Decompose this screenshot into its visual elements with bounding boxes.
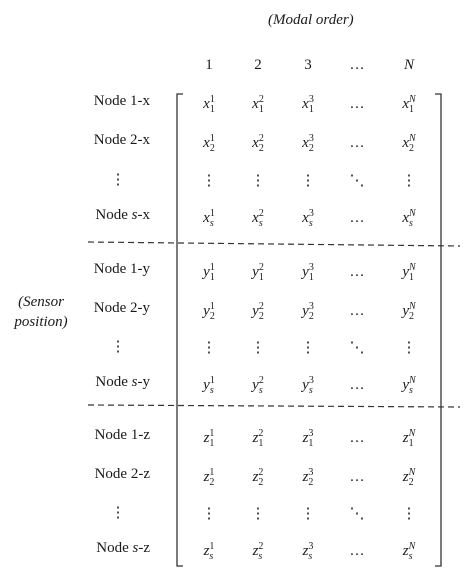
- cell-y-3-5: ⋮: [401, 340, 417, 356]
- cell-mode-index: 2: [258, 93, 264, 105]
- cell-node-index: 2: [258, 476, 264, 488]
- row-label-prefix: Node 1-: [93, 261, 143, 277]
- cell-variable: z: [252, 543, 259, 559]
- cell-mode-index: N: [409, 300, 416, 312]
- cell-node-index: 1: [258, 437, 264, 449]
- cell-node-index: 2: [209, 310, 215, 322]
- cell-x-4-4: …: [349, 210, 365, 226]
- row-label-suffix: -x: [137, 207, 150, 223]
- cell-node-index: 1: [209, 103, 215, 115]
- cell-node-index: 1: [258, 103, 264, 115]
- cell-y-2-4: …: [349, 303, 365, 319]
- cell-y-1-4: …: [349, 264, 365, 280]
- row-label-node: s: [131, 374, 138, 390]
- cell-z-3-2: ⋮: [250, 506, 266, 522]
- row-label-prefix: Node 1-: [93, 93, 143, 109]
- cell-variable: z: [402, 430, 409, 446]
- cell-z-3-4: ⋱: [349, 506, 365, 522]
- cell-x-1-4: …: [349, 96, 365, 112]
- cell-variable: x: [252, 135, 259, 151]
- cell-variable: z: [252, 430, 259, 446]
- cell-mode-index: 3: [308, 93, 314, 105]
- cell-x-3-2: ⋮: [250, 173, 266, 189]
- cell-node-index: s: [209, 384, 214, 396]
- cell-variable: z: [402, 543, 409, 559]
- cell-mode-index: 2: [258, 374, 264, 386]
- cell-mode-index: 1: [209, 374, 215, 386]
- cell-mode-index: N: [408, 540, 416, 552]
- cell-mode-index: 1: [209, 300, 215, 312]
- cell-z-1-4: …: [349, 430, 365, 446]
- cell-variable: z: [203, 469, 210, 485]
- row-label-suffix: y: [142, 261, 150, 277]
- cell-node-index: 2: [308, 310, 314, 322]
- cell-node-index: 1: [308, 437, 314, 449]
- cell-variable: z: [252, 469, 259, 485]
- cell-node-index: s: [209, 550, 214, 562]
- row-label-prefix: Node 2-: [93, 132, 143, 148]
- cell-variable: z: [302, 430, 309, 446]
- cell-z-4-4: …: [349, 543, 365, 559]
- cell-mode-index: 1: [209, 132, 215, 144]
- cell-mode-index: 2: [258, 300, 264, 312]
- cell-node-index: s: [308, 550, 313, 562]
- cell-node-index: 2: [409, 142, 414, 154]
- cell-mode-index: 3: [308, 427, 314, 439]
- cell-variable: z: [402, 469, 409, 485]
- row-label-suffix: z: [143, 466, 150, 482]
- cell-y-3-2: ⋮: [250, 340, 266, 356]
- cell-mode-index: 1: [209, 261, 215, 273]
- cell-variable: x: [203, 135, 210, 151]
- cell-mode-index: 1: [209, 540, 215, 552]
- cell-mode-index: 3: [308, 207, 314, 219]
- cell-x-3-4: ⋱: [349, 173, 365, 189]
- cell-variable: x: [252, 96, 259, 112]
- cell-node-index: 2: [258, 310, 264, 322]
- sensor-position-label-line2: position): [14, 314, 68, 330]
- cell-variable: z: [302, 469, 309, 485]
- cell-z-3-1: ⋮: [201, 506, 217, 522]
- right-bracket: [435, 94, 441, 566]
- cell-node-index: 1: [209, 271, 215, 283]
- cell-variable: y: [252, 303, 259, 319]
- row-label-prefix: Node: [96, 540, 133, 556]
- cell-variable: y: [203, 303, 210, 319]
- cell-mode-index: 2: [258, 427, 264, 439]
- row-label-suffix: x: [142, 93, 150, 109]
- cell-mode-index: N: [409, 261, 416, 273]
- cell-mode-index: 2: [258, 466, 264, 478]
- cell-node-index: s: [258, 384, 263, 396]
- cell-mode-index: N: [408, 427, 416, 439]
- cell-mode-index: 3: [308, 261, 314, 273]
- row-label-suffix: x: [142, 132, 150, 148]
- cell-x-3-5: ⋮: [401, 173, 417, 189]
- row-label-prefix: Node: [95, 374, 132, 390]
- cell-variable: x: [402, 135, 409, 151]
- cell-mode-index: N: [409, 132, 416, 144]
- cell-mode-index: 3: [308, 374, 314, 386]
- row-label-node: s: [131, 207, 138, 223]
- column-header-3: 3: [304, 57, 312, 73]
- cell-variable: y: [302, 377, 309, 393]
- cell-variable: x: [302, 96, 309, 112]
- cell-variable: z: [302, 543, 309, 559]
- row-label-node: s: [132, 540, 139, 556]
- cell-node-index: 2: [258, 142, 264, 154]
- row-label-prefix: ⋮: [110, 172, 126, 188]
- cell-variable: z: [203, 543, 210, 559]
- cell-mode-index: 1: [209, 93, 215, 105]
- cell-z-3-3: ⋮: [300, 506, 316, 522]
- cell-node-index: 1: [308, 271, 314, 283]
- cell-variable: x: [302, 210, 309, 226]
- row-label-suffix: y: [142, 300, 150, 316]
- cell-node-index: s: [409, 217, 413, 229]
- row-label-prefix: ⋮: [110, 339, 126, 355]
- cell-x-3-1: ⋮: [201, 173, 217, 189]
- cell-mode-index: N: [409, 93, 416, 105]
- cell-node-index: s: [209, 217, 214, 229]
- cell-variable: y: [203, 377, 210, 393]
- cell-mode-index: 3: [308, 132, 314, 144]
- cell-mode-index: 1: [209, 207, 215, 219]
- cell-mode-index: 3: [308, 466, 314, 478]
- cell-variable: y: [203, 264, 210, 280]
- cell-mode-index: 2: [258, 540, 264, 552]
- cell-variable: x: [252, 210, 259, 226]
- cell-node-index: s: [408, 550, 413, 562]
- cell-node-index: 1: [408, 437, 414, 449]
- column-header-4: …: [349, 57, 365, 73]
- column-header-5: N: [403, 57, 414, 73]
- row-label-prefix: ⋮: [110, 505, 126, 521]
- modal-order-label: (Modal order): [268, 12, 354, 28]
- sensor-position-label-line1: (Sensor: [18, 294, 64, 310]
- cell-node-index: 1: [308, 103, 314, 115]
- cell-variable: y: [252, 377, 259, 393]
- cell-node-index: 2: [209, 142, 215, 154]
- cell-mode-index: 1: [209, 466, 215, 478]
- cell-variable: y: [302, 264, 309, 280]
- cell-variable: y: [402, 377, 409, 393]
- cell-mode-index: N: [408, 466, 416, 478]
- row-label-prefix: Node 1-: [94, 427, 144, 443]
- cell-node-index: s: [258, 217, 263, 229]
- cell-node-index: 2: [209, 476, 215, 488]
- cell-node-index: 2: [308, 142, 314, 154]
- cell-node-index: 1: [409, 271, 414, 283]
- cell-y-3-4: ⋱: [349, 340, 365, 356]
- cell-node-index: s: [409, 384, 413, 396]
- cell-variable: y: [402, 264, 409, 280]
- cell-mode-index: 1: [209, 427, 215, 439]
- cell-mode-index: 3: [308, 300, 314, 312]
- cell-variable: x: [302, 135, 309, 151]
- cell-y-3-1: ⋮: [201, 340, 217, 356]
- column-header-1: 1: [205, 57, 213, 73]
- cell-variable: x: [402, 96, 409, 112]
- row-label-prefix: Node 2-: [94, 466, 144, 482]
- row-label-prefix: Node: [95, 207, 132, 223]
- cell-variable: x: [203, 210, 210, 226]
- cell-variable: y: [302, 303, 309, 319]
- cell-mode-index: N: [409, 207, 416, 219]
- row-label-suffix: z: [143, 427, 150, 443]
- cell-node-index: 2: [408, 476, 414, 488]
- cell-z-2-4: …: [349, 469, 365, 485]
- cell-x-3-3: ⋮: [300, 173, 316, 189]
- cell-mode-index: 2: [258, 261, 264, 273]
- cell-z-3-5: ⋮: [401, 506, 417, 522]
- cell-y-3-3: ⋮: [300, 340, 316, 356]
- cell-node-index: s: [308, 217, 313, 229]
- row-label-suffix: -z: [138, 540, 150, 556]
- cell-mode-index: 3: [308, 540, 314, 552]
- cell-node-index: s: [308, 384, 313, 396]
- cell-variable: y: [402, 303, 409, 319]
- left-bracket: [177, 94, 183, 566]
- cell-mode-index: 2: [258, 132, 264, 144]
- cell-node-index: 1: [258, 271, 264, 283]
- cell-variable: x: [203, 96, 210, 112]
- cell-variable: x: [402, 210, 409, 226]
- cell-x-2-4: …: [349, 135, 365, 151]
- cell-node-index: 2: [409, 310, 414, 322]
- cell-node-index: 2: [308, 476, 314, 488]
- cell-y-4-4: …: [349, 377, 365, 393]
- row-label-prefix: Node 2-: [93, 300, 143, 316]
- cell-variable: y: [252, 264, 259, 280]
- cell-node-index: 1: [209, 437, 215, 449]
- cell-mode-index: 2: [258, 207, 264, 219]
- cell-variable: z: [203, 430, 210, 446]
- column-header-2: 2: [254, 57, 262, 73]
- cell-mode-index: N: [409, 374, 416, 386]
- separator-xy: [88, 242, 460, 246]
- cell-node-index: 1: [409, 103, 414, 115]
- row-label-suffix: -y: [137, 374, 150, 390]
- cell-node-index: s: [258, 550, 263, 562]
- separator-yz: [88, 405, 460, 407]
